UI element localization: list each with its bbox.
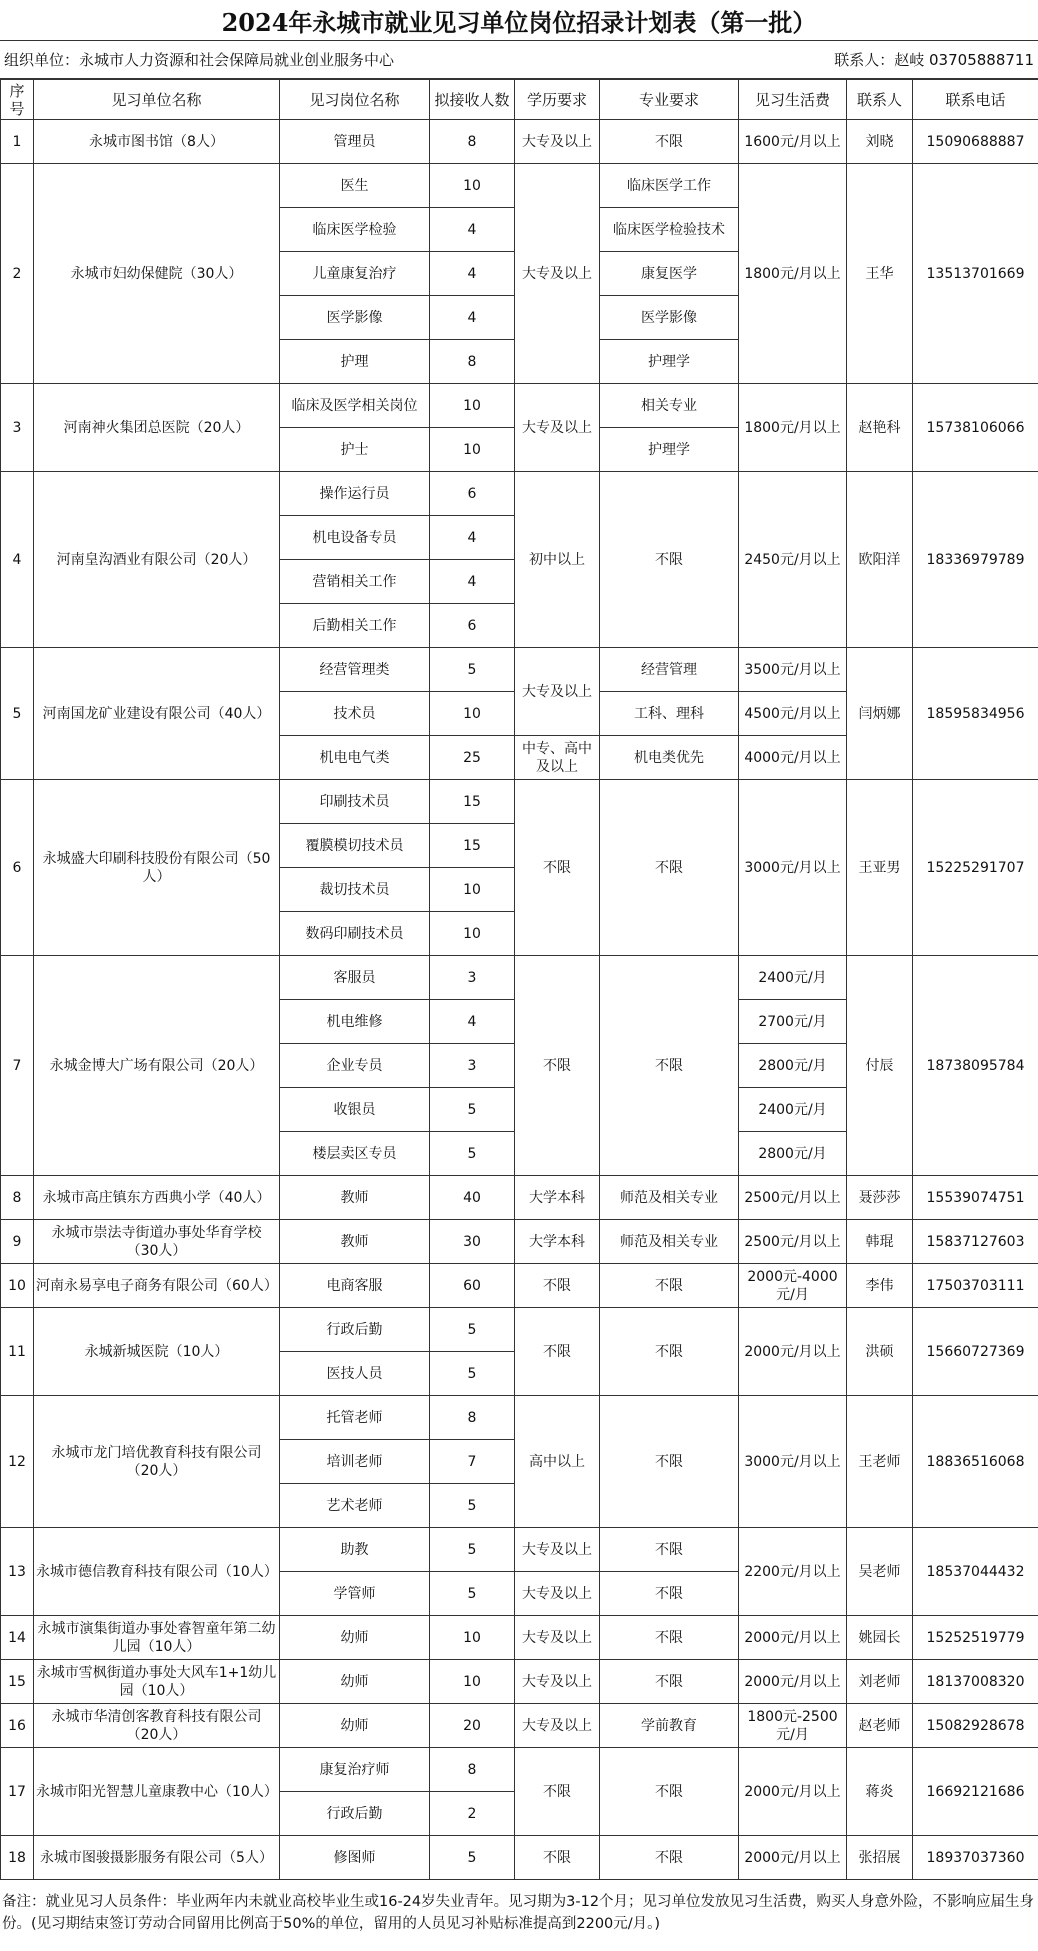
unit-name-cell: 永城新城医院（10人） [34,1308,280,1396]
unit-name-cell: 永城金博大广场有限公司（20人） [34,956,280,1176]
table-row [1,1836,1038,1880]
major-cell: 不限 [600,1616,739,1660]
table-row [1,1660,1038,1704]
stipend-cell: 1800元/月以上 [739,384,847,472]
stipend-cell: 2000元/月以上 [739,1748,847,1836]
position-cell: 收银员 [280,1088,430,1132]
position-cell: 后勤相关工作 [280,604,430,648]
position-cell: 儿童康复治疗 [280,252,430,296]
phone-cell: 18836516068 [913,1396,1038,1528]
header-cell: 序号 [1,80,34,120]
major-cell: 康复医学 [600,252,739,296]
seq-cell: 4 [1,472,34,648]
contact-person-cell: 张招展 [847,1836,913,1880]
seq-cell: 7 [1,956,34,1176]
major-cell: 不限 [600,472,739,648]
phone-cell: 15082928678 [913,1704,1038,1748]
headcount-cell: 8 [430,1396,515,1440]
contact-person-cell: 李伟 [847,1264,913,1308]
major-cell: 不限 [600,780,739,956]
stipend-cell: 2450元/月以上 [739,472,847,648]
header-cell: 见习岗位名称 [280,80,430,120]
headcount-cell: 4 [430,560,515,604]
phone-cell: 18937037360 [913,1836,1038,1880]
position-cell: 管理员 [280,120,430,164]
position-cell: 修图师 [280,1836,430,1880]
position-cell: 行政后勤 [280,1308,430,1352]
unit-name-cell: 永城市华清创客教育科技有限公司（20人） [34,1704,280,1748]
headcount-cell: 2 [430,1792,515,1836]
headcount-cell: 10 [430,692,515,736]
education-cell: 不限 [515,780,600,956]
header-cell: 联系人 [847,80,913,120]
headcount-cell: 3 [430,1044,515,1088]
stipend-cell: 2700元/月 [739,1000,847,1044]
education-cell: 大专及以上 [515,648,600,736]
headcount-cell: 10 [430,384,515,428]
position-cell: 操作运行员 [280,472,430,516]
unit-name-cell: 永城市图骏摄影服务有限公司（5人） [34,1836,280,1880]
education-cell: 大专及以上 [515,1572,600,1616]
header-cell: 联系电话 [913,80,1038,120]
seq-cell: 14 [1,1616,34,1660]
headcount-cell: 15 [430,780,515,824]
seq-cell: 5 [1,648,34,780]
phone-cell: 15738106066 [913,384,1038,472]
headcount-cell: 5 [430,1836,515,1880]
position-cell: 客服员 [280,956,430,1000]
headcount-cell: 8 [430,340,515,384]
education-cell: 大学本科 [515,1176,600,1220]
major-cell: 工科、理科 [600,692,739,736]
headcount-cell: 4 [430,1000,515,1044]
position-cell: 护士 [280,428,430,472]
table-row [1,472,1038,516]
major-cell: 不限 [600,1528,739,1572]
unit-name-cell: 永城市龙门培优教育科技有限公司（20人） [34,1396,280,1528]
position-cell: 康复治疗师 [280,1748,430,1792]
education-cell: 大专及以上 [515,1528,600,1572]
stipend-cell: 1800元/月以上 [739,164,847,384]
headcount-cell: 5 [430,648,515,692]
table-row [1,956,1038,1000]
seq-cell: 10 [1,1264,34,1308]
position-cell: 护理 [280,340,430,384]
stipend-cell: 3000元/月以上 [739,780,847,956]
unit-name-cell: 河南皇沟酒业有限公司（20人） [34,472,280,648]
major-cell: 护理学 [600,340,739,384]
position-cell: 楼层卖区专员 [280,1132,430,1176]
stipend-cell: 3500元/月以上 [739,648,847,692]
contact-person-cell: 蒋炎 [847,1748,913,1836]
education-cell: 大专及以上 [515,120,600,164]
headcount-cell: 5 [430,1484,515,1528]
headcount-cell: 40 [430,1176,515,1220]
position-cell: 医技人员 [280,1352,430,1396]
phone-cell: 18738095784 [913,956,1038,1176]
major-cell: 经营管理 [600,648,739,692]
stipend-cell: 2800元/月 [739,1044,847,1088]
major-cell: 医学影像 [600,296,739,340]
education-cell: 高中以上 [515,1396,600,1528]
unit-name-cell: 永城市崇法寺街道办事处华育学校（30人） [34,1220,280,1264]
contact-person-cell: 赵老师 [847,1704,913,1748]
education-cell: 大专及以上 [515,1660,600,1704]
headcount-cell: 4 [430,252,515,296]
seq-cell: 6 [1,780,34,956]
headcount-cell: 10 [430,164,515,208]
headcount-cell: 60 [430,1264,515,1308]
phone-cell: 15539074751 [913,1176,1038,1220]
headcount-cell: 5 [430,1088,515,1132]
phone-cell: 18137008320 [913,1660,1038,1704]
phone-cell: 15090688887 [913,120,1038,164]
seq-cell: 15 [1,1660,34,1704]
position-cell: 裁切技术员 [280,868,430,912]
unit-name-cell: 永城市图书馆（8人） [34,120,280,164]
contact-person-cell: 韩琨 [847,1220,913,1264]
recruitment-table [0,79,1038,1880]
headcount-cell: 15 [430,824,515,868]
headcount-cell: 7 [430,1440,515,1484]
stipend-cell: 2800元/月 [739,1132,847,1176]
headcount-cell: 4 [430,296,515,340]
education-cell: 不限 [515,1308,600,1396]
stipend-cell: 2400元/月 [739,956,847,1000]
headcount-cell: 6 [430,604,515,648]
major-cell: 护理学 [600,428,739,472]
stipend-cell: 1800元-2500元/月 [739,1704,847,1748]
table-row [1,1220,1038,1264]
contact-person-cell: 王老师 [847,1396,913,1528]
header-cell: 专业要求 [600,80,739,120]
phone-cell: 13513701669 [913,164,1038,384]
headcount-cell: 3 [430,956,515,1000]
major-cell: 临床医学工作 [600,164,739,208]
table-row [1,1308,1038,1352]
stipend-cell: 3000元/月以上 [739,1396,847,1528]
seq-cell: 12 [1,1396,34,1528]
headcount-cell: 30 [430,1220,515,1264]
stipend-cell: 2000元/月以上 [739,1660,847,1704]
education-cell: 中专、高中及以上 [515,736,600,780]
major-cell: 师范及相关专业 [600,1176,739,1220]
headcount-cell: 8 [430,1748,515,1792]
seq-cell: 2 [1,164,34,384]
seq-cell: 16 [1,1704,34,1748]
table-row [1,164,1038,208]
position-cell: 医学影像 [280,296,430,340]
phone-cell: 15837127603 [913,1220,1038,1264]
table-row [1,1396,1038,1440]
education-cell: 不限 [515,1836,600,1880]
education-cell: 不限 [515,1748,600,1836]
position-cell: 托管老师 [280,1396,430,1440]
stipend-cell: 4000元/月以上 [739,736,847,780]
position-cell: 幼师 [280,1616,430,1660]
headcount-cell: 10 [430,428,515,472]
table-row [1,1748,1038,1792]
unit-name-cell: 永城市高庄镇东方西典小学（40人） [34,1176,280,1220]
major-cell: 不限 [600,1572,739,1616]
stipend-cell: 4500元/月以上 [739,692,847,736]
education-cell: 大专及以上 [515,164,600,384]
education-cell: 大专及以上 [515,1616,600,1660]
position-cell: 临床及医学相关岗位 [280,384,430,428]
stipend-cell: 2000元/月以上 [739,1836,847,1880]
stipend-cell: 2500元/月以上 [739,1220,847,1264]
major-cell: 不限 [600,1660,739,1704]
header-cell: 拟接收人数 [430,80,515,120]
position-cell: 学管师 [280,1572,430,1616]
unit-name-cell: 永城市阳光智慧儿童康教中心（10人） [34,1748,280,1836]
seq-cell: 3 [1,384,34,472]
table-row [1,384,1038,428]
stipend-cell: 2000元/月以上 [739,1616,847,1660]
major-cell: 不限 [600,1836,739,1880]
contact-person-cell: 洪硕 [847,1308,913,1396]
table-row [1,780,1038,824]
contact-person-cell: 王亚男 [847,780,913,956]
major-cell: 临床医学检验技术 [600,208,739,252]
unit-name-cell: 河南国龙矿业建设有限公司（40人） [34,648,280,780]
contact-person-cell: 吴老师 [847,1528,913,1616]
table-row [1,1176,1038,1220]
seq-cell: 18 [1,1836,34,1880]
position-cell: 数码印刷技术员 [280,912,430,956]
position-cell: 行政后勤 [280,1792,430,1836]
table-row [1,1704,1038,1748]
headcount-cell: 4 [430,208,515,252]
seq-cell: 8 [1,1176,34,1220]
major-cell: 不限 [600,1748,739,1836]
contact-person-cell: 聂莎莎 [847,1176,913,1220]
unit-name-cell: 永城市雪枫街道办事处大风车1+1幼儿园（10人） [34,1660,280,1704]
headcount-cell: 5 [430,1308,515,1352]
phone-cell: 16692121686 [913,1748,1038,1836]
contact-person-cell: 付辰 [847,956,913,1176]
position-cell: 技术员 [280,692,430,736]
contact-person-cell: 刘老师 [847,1660,913,1704]
table-header-row [1,80,1038,120]
table-row [1,648,1038,692]
seq-cell: 17 [1,1748,34,1836]
position-cell: 印刷技术员 [280,780,430,824]
major-cell: 不限 [600,1264,739,1308]
org-info-bar [0,41,1038,79]
footnote: 备注：就业见习人员条件：毕业两年内未就业高校毕业生或16-24岁失业青年。见习期为3-12个月；见习单位发放见习生活费，购买人身意外险，不影响应届生身份。(见习期结束签订劳动合同留用比例高于50%的单位，留用的人员见习补贴标准提高到2200元/月。) [2,1894,1035,1932]
headcount-cell: 5 [430,1528,515,1572]
unit-name-cell: 永城盛大印刷科技股份有限公司（50人） [34,780,280,956]
position-cell: 教师 [280,1176,430,1220]
education-cell: 大专及以上 [515,1704,600,1748]
unit-name-cell: 河南永易享电子商务有限公司（60人） [34,1264,280,1308]
contact-label: 联系人：赵岐 03705888711 [834,51,1034,69]
headcount-cell: 5 [430,1352,515,1396]
table-row [1,1616,1038,1660]
stipend-cell: 2400元/月 [739,1088,847,1132]
unit-name-cell: 永城市演集街道办事处睿智童年第二幼儿园（10人） [34,1616,280,1660]
header-cell: 见习单位名称 [34,80,280,120]
position-cell: 机电电气类 [280,736,430,780]
seq-cell: 13 [1,1528,34,1616]
page-title: 2024年永城市就业见习单位岗位招录计划表（第一批） [0,0,1038,41]
table-row [1,1264,1038,1308]
stipend-cell: 1600元/月以上 [739,120,847,164]
headcount-cell: 10 [430,1660,515,1704]
contact-person-cell: 赵艳科 [847,384,913,472]
position-cell: 教师 [280,1220,430,1264]
position-cell: 机电设备专员 [280,516,430,560]
stipend-cell: 2000元-4000元/月 [739,1264,847,1308]
education-cell: 大专及以上 [515,384,600,472]
table-row [1,120,1038,164]
unit-name-cell: 永城市妇幼保健院（30人） [34,164,280,384]
headcount-cell: 5 [430,1132,515,1176]
contact-person-cell: 刘晓 [847,120,913,164]
contact-person-cell: 欧阳洋 [847,472,913,648]
unit-name-cell: 河南神火集团总医院（20人） [34,384,280,472]
stipend-cell: 2200元/月以上 [739,1528,847,1616]
contact-person-cell: 王华 [847,164,913,384]
major-cell: 不限 [600,956,739,1176]
headcount-cell: 10 [430,868,515,912]
position-cell: 电商客服 [280,1264,430,1308]
headcount-cell: 6 [430,472,515,516]
phone-cell: 15660727369 [913,1308,1038,1396]
stipend-cell: 2000元/月以上 [739,1308,847,1396]
position-cell: 机电维修 [280,1000,430,1044]
major-cell: 不限 [600,120,739,164]
position-cell: 覆膜模切技术员 [280,824,430,868]
table-row [1,1528,1038,1572]
position-cell: 艺术老师 [280,1484,430,1528]
unit-name-cell: 永城市德信教育科技有限公司（10人） [34,1528,280,1616]
position-cell: 幼师 [280,1660,430,1704]
headcount-cell: 10 [430,1616,515,1660]
phone-cell: 18537044432 [913,1528,1038,1616]
position-cell: 培训老师 [280,1440,430,1484]
seq-cell: 11 [1,1308,34,1396]
position-cell: 临床医学检验 [280,208,430,252]
major-cell: 机电类优先 [600,736,739,780]
position-cell: 医生 [280,164,430,208]
headcount-cell: 25 [430,736,515,780]
education-cell: 不限 [515,1264,600,1308]
headcount-cell: 5 [430,1572,515,1616]
headcount-cell: 10 [430,912,515,956]
education-cell: 不限 [515,956,600,1176]
phone-cell: 15225291707 [913,780,1038,956]
position-cell: 经营管理类 [280,648,430,692]
major-cell: 学前教育 [600,1704,739,1748]
contact-person-cell: 姚园长 [847,1616,913,1660]
headcount-cell: 8 [430,120,515,164]
major-cell: 师范及相关专业 [600,1220,739,1264]
seq-cell: 9 [1,1220,34,1264]
education-cell: 大学本科 [515,1220,600,1264]
major-cell: 不限 [600,1308,739,1396]
major-cell: 相关专业 [600,384,739,428]
organizer-label: 组织单位：永城市人力资源和社会保障局就业创业服务中心 [4,51,395,69]
seq-cell: 1 [1,120,34,164]
position-cell: 助教 [280,1528,430,1572]
phone-cell: 18595834956 [913,648,1038,780]
phone-cell: 15252519779 [913,1616,1038,1660]
header-cell: 学历要求 [515,80,600,120]
stipend-cell: 2500元/月以上 [739,1176,847,1220]
headcount-cell: 4 [430,516,515,560]
position-cell: 幼师 [280,1704,430,1748]
major-cell: 不限 [600,1396,739,1528]
phone-cell: 17503703111 [913,1264,1038,1308]
position-cell: 营销相关工作 [280,560,430,604]
headcount-cell: 20 [430,1704,515,1748]
phone-cell: 18336979789 [913,472,1038,648]
position-cell: 企业专员 [280,1044,430,1088]
education-cell: 初中以上 [515,472,600,648]
header-cell: 见习生活费 [739,80,847,120]
contact-person-cell: 闫炳娜 [847,648,913,780]
